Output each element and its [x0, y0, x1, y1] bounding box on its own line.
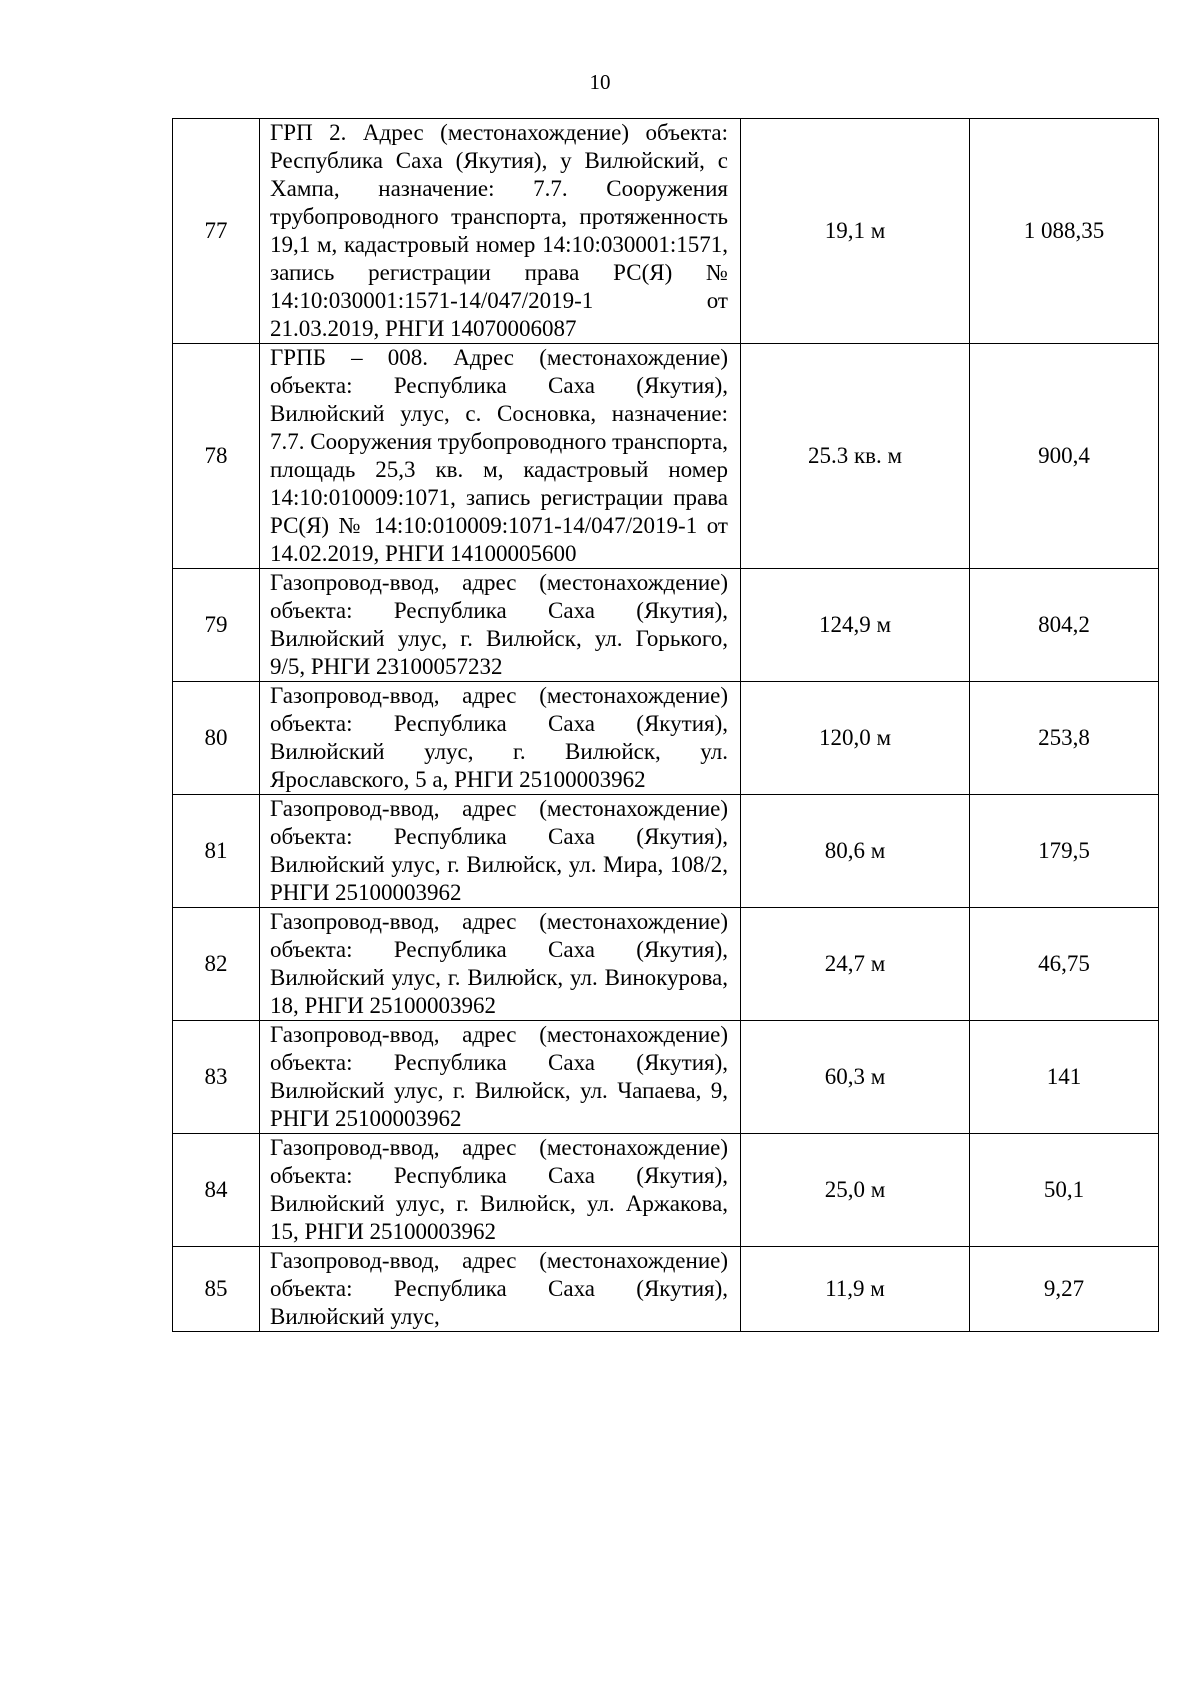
row-number: 85	[173, 1247, 260, 1332]
page-number: 10	[589, 70, 611, 94]
object-value: 1 088,35	[970, 119, 1159, 344]
object-value: 46,75	[970, 908, 1159, 1021]
table-row	[173, 795, 1159, 908]
object-description: Газопровод-ввод, адрес (местонахождение) объекта: Республика Саха (Якутия), Вилюйский улус, г. Вилюйск, ул. Винокурова, 18, РНГИ 25100003962	[260, 908, 741, 1021]
table-row	[173, 682, 1159, 795]
object-size: 80,6 м	[741, 795, 970, 908]
object-description: Газопровод-ввод, адрес (местонахождение) объекта: Республика Саха (Якутия), Вилюйский улус, г. Вилюйск, ул. Ярославского, 5 а, РНГИ 25100003962	[260, 682, 741, 795]
object-description: ГРПБ – 008. Адрес (местонахождение) объекта: Республика Саха (Якутия), Вилюйский улус, с. Сосновка, назначение: 7.7. Сооружения трубопроводного транспорта, площадь 25,3 кв. м, кадастровый номер 14:10:010009:1071, запись регистрации права РС(Я) № 14:10:010009:1071-14/047/2019-1 от 14.02.2019, РНГИ 14100005600	[260, 344, 741, 569]
row-number: 78	[173, 344, 260, 569]
object-size: 60,3 м	[741, 1021, 970, 1134]
object-value: 9,27	[970, 1247, 1159, 1332]
object-size: 11,9 м	[741, 1247, 970, 1332]
object-size: 25.3 кв. м	[741, 344, 970, 569]
object-value: 141	[970, 1021, 1159, 1134]
object-size: 25,0 м	[741, 1134, 970, 1247]
object-size: 124,9 м	[741, 569, 970, 682]
object-description: Газопровод-ввод, адрес (местонахождение) объекта: Республика Саха (Якутия), Вилюйский улус, г. Вилюйск, ул. Мира, 108/2, РНГИ 25100003962	[260, 795, 741, 908]
object-size: 24,7 м	[741, 908, 970, 1021]
object-description: Газопровод-ввод, адрес (местонахождение) объекта: Республика Саха (Якутия), Вилюйский улус, г. Вилюйск, ул. Горького, 9/5, РНГИ 23100057232	[260, 569, 741, 682]
row-number: 82	[173, 908, 260, 1021]
object-value: 900,4	[970, 344, 1159, 569]
row-number: 77	[173, 119, 260, 344]
table-row	[173, 908, 1159, 1021]
row-number: 81	[173, 795, 260, 908]
object-size: 120,0 м	[741, 682, 970, 795]
object-size: 19,1 м	[741, 119, 970, 344]
object-description: ГРП 2. Адрес (местонахождение) объекта: Республика Саха (Якутия), у Вилюйский, с Хампа, назначение: 7.7. Сооружения трубопроводного транспорта, протяженность 19,1 м, кадастровый номер 14:10:030001:1571, запись регистрации права РС(Я) № 14:10:030001:1571-14/047/2019-1 от 21.03.2019, РНГИ 14070006087	[260, 119, 741, 344]
object-value: 179,5	[970, 795, 1159, 908]
table-row	[173, 569, 1159, 682]
object-value: 253,8	[970, 682, 1159, 795]
row-number: 83	[173, 1021, 260, 1134]
table-row	[173, 119, 1159, 344]
object-description: Газопровод-ввод, адрес (местонахождение) объекта: Республика Саха (Якутия), Вилюйский улус, г. Вилюйск, ул. Аржакова, 15, РНГИ 25100003962	[260, 1134, 741, 1247]
row-number: 79	[173, 569, 260, 682]
table-row	[173, 1021, 1159, 1134]
property-table	[172, 118, 1159, 1332]
object-description: Газопровод-ввод, адрес (местонахождение) объекта: Республика Саха (Якутия), Вилюйский улус, г. Вилюйск, ул. Чапаева, 9, РНГИ 25100003962	[260, 1021, 741, 1134]
object-value: 804,2	[970, 569, 1159, 682]
object-description: Газопровод-ввод, адрес (местонахождение) объекта: Республика Саха (Якутия), Вилюйский улус,	[260, 1247, 741, 1332]
table-row	[173, 344, 1159, 569]
table-row	[173, 1134, 1159, 1247]
table-row	[173, 1247, 1159, 1332]
row-number: 80	[173, 682, 260, 795]
object-value: 50,1	[970, 1134, 1159, 1247]
row-number: 84	[173, 1134, 260, 1247]
